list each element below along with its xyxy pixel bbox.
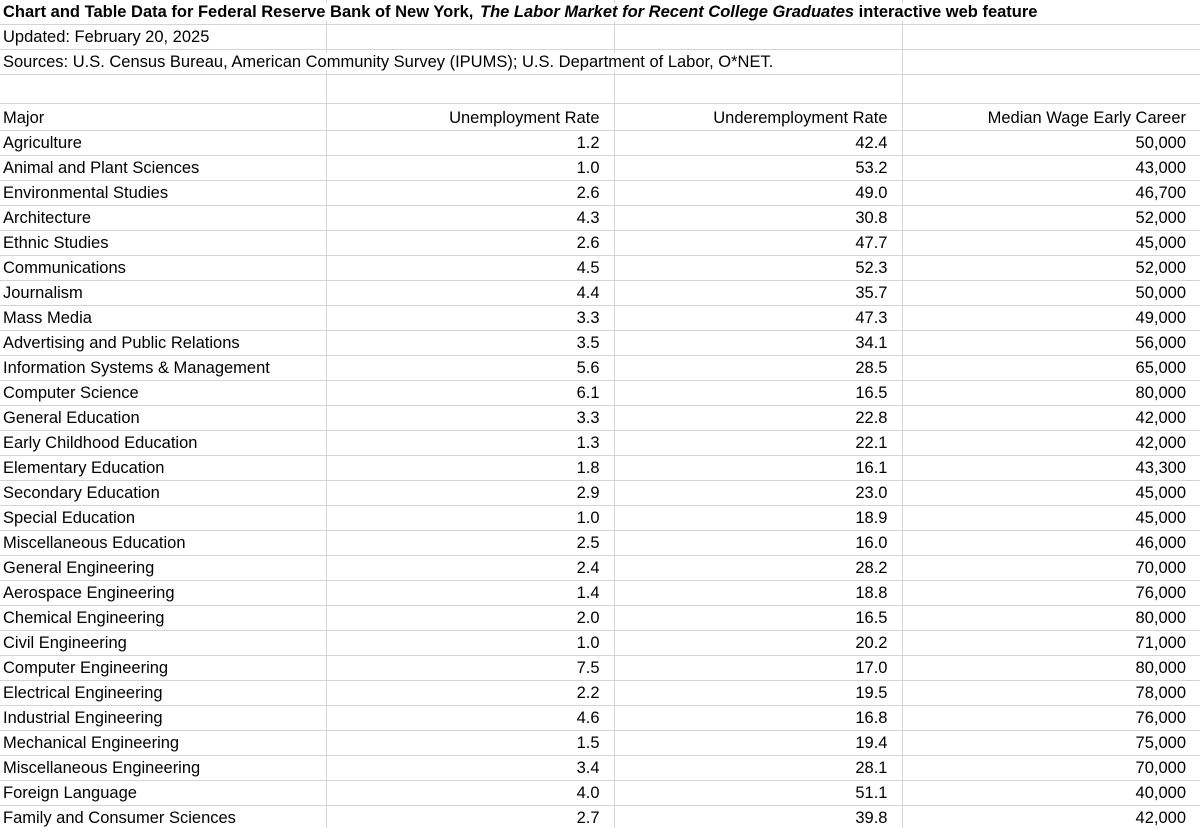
cell-underemployment-rate[interactable]: 51.1 (614, 781, 902, 806)
cell-underemployment-rate[interactable]: 16.5 (614, 381, 902, 406)
cell-unemployment-rate[interactable]: 1.4 (326, 581, 614, 606)
table-row (0, 531, 1200, 556)
cell-unemployment-rate[interactable]: 1.2 (326, 131, 614, 156)
table-row (0, 681, 1200, 706)
cell-unemployment-rate[interactable]: 1.3 (326, 431, 614, 456)
cell-median-wage[interactable]: 46,700 (902, 181, 1200, 206)
cell-sources[interactable] (0, 50, 774, 75)
cell-underemployment-rate[interactable]: 16.5 (614, 606, 902, 631)
cell-median-wage[interactable]: 45,000 (902, 481, 1200, 506)
cell-unemployment-rate[interactable]: 2.2 (326, 681, 614, 706)
cell-major[interactable]: Journalism (0, 281, 326, 306)
header-median-wage[interactable]: Median Wage Early Career (902, 104, 1200, 131)
cell-major[interactable]: Aerospace Engineering (0, 581, 326, 606)
cell[interactable] (614, 75, 902, 104)
cell-unemployment-rate[interactable]: 1.0 (326, 631, 614, 656)
cell-underemployment-rate[interactable]: 53.2 (614, 156, 902, 181)
cell[interactable] (902, 25, 1200, 50)
cell-underemployment-rate[interactable]: 49.0 (614, 181, 902, 206)
cell-major[interactable]: Advertising and Public Relations (0, 331, 326, 356)
header-unemployment-rate[interactable]: Unemployment Rate (326, 104, 614, 131)
header-row (0, 104, 1200, 131)
cell-unemployment-rate[interactable]: 7.5 (326, 656, 614, 681)
cell-median-wage[interactable]: 40,000 (902, 781, 1200, 806)
table-row (0, 756, 1200, 781)
cell-median-wage[interactable]: 52,000 (902, 256, 1200, 281)
cell-title[interactable] (0, 0, 1038, 25)
cell-median-wage[interactable]: 75,000 (902, 731, 1200, 756)
cell-underemployment-rate[interactable]: 28.2 (614, 556, 902, 581)
cell-major[interactable]: Miscellaneous Engineering (0, 756, 326, 781)
cell-median-wage[interactable]: 80,000 (902, 381, 1200, 406)
table-row (0, 131, 1200, 156)
table-row (0, 806, 1200, 828)
cell-underemployment-rate[interactable]: 30.8 (614, 206, 902, 231)
sheet-title-italic: The Labor Market for Recent College Graduates (479, 3, 855, 21)
table-row (0, 581, 1200, 606)
blank-row (0, 75, 1200, 104)
cell-underemployment-rate[interactable]: 28.5 (614, 356, 902, 381)
cell-unemployment-rate[interactable]: 4.4 (326, 281, 614, 306)
cell-unemployment-rate[interactable]: 2.7 (326, 806, 614, 828)
cell-median-wage[interactable]: 76,000 (902, 581, 1200, 606)
cell-underemployment-rate[interactable]: 39.8 (614, 806, 902, 828)
cell-major[interactable]: Chemical Engineering (0, 606, 326, 631)
cell-major[interactable]: Environmental Studies (0, 181, 326, 206)
table-row (0, 706, 1200, 731)
cell-major[interactable]: Mass Media (0, 306, 326, 331)
cell-major[interactable]: Special Education (0, 506, 326, 531)
cell-major[interactable]: Animal and Plant Sciences (0, 156, 326, 181)
sources-text: Sources: U.S. Census Bureau, American Community Survey (IPUMS); U.S. Department of Labor, O*NET. (3, 53, 774, 71)
cell-median-wage[interactable]: 45,000 (902, 506, 1200, 531)
table-row (0, 481, 1200, 506)
table-row (0, 731, 1200, 756)
cell-unemployment-rate[interactable]: 1.0 (326, 506, 614, 531)
cell-unemployment-rate[interactable]: 1.5 (326, 731, 614, 756)
cell-median-wage[interactable]: 50,000 (902, 131, 1200, 156)
table-row (0, 406, 1200, 431)
cell-median-wage[interactable]: 71,000 (902, 631, 1200, 656)
title-row (0, 0, 1200, 25)
table-row (0, 556, 1200, 581)
cell-unemployment-rate[interactable]: 2.6 (326, 231, 614, 256)
cell-unemployment-rate[interactable]: 3.4 (326, 756, 614, 781)
cell-median-wage[interactable]: 43,000 (902, 156, 1200, 181)
cell-median-wage[interactable]: 52,000 (902, 206, 1200, 231)
table-row (0, 656, 1200, 681)
cell-major[interactable]: Elementary Education (0, 456, 326, 481)
cell-major[interactable]: Miscellaneous Education (0, 531, 326, 556)
cell-major[interactable]: Information Systems & Management (0, 356, 326, 381)
cell-unemployment-rate[interactable]: 3.3 (326, 406, 614, 431)
cell-major[interactable]: Electrical Engineering (0, 681, 326, 706)
cell-updated[interactable] (0, 25, 326, 50)
cell-underemployment-rate[interactable]: 20.2 (614, 631, 902, 656)
cell-major[interactable]: Computer Engineering (0, 656, 326, 681)
cell-major[interactable]: Architecture (0, 206, 326, 231)
cell-underemployment-rate[interactable]: 16.8 (614, 706, 902, 731)
table-row (0, 606, 1200, 631)
cell-major[interactable]: General Engineering (0, 556, 326, 581)
cell-median-wage[interactable]: 49,000 (902, 306, 1200, 331)
cell-unemployment-rate[interactable]: 2.6 (326, 181, 614, 206)
sheet-title (3, 3, 1041, 21)
table-row (0, 281, 1200, 306)
cell[interactable] (902, 75, 1200, 104)
cell-major[interactable]: Foreign Language (0, 781, 326, 806)
cell-median-wage[interactable]: 70,000 (902, 556, 1200, 581)
cell-unemployment-rate[interactable]: 4.0 (326, 781, 614, 806)
cell-underemployment-rate[interactable]: 47.7 (614, 231, 902, 256)
cell-median-wage[interactable]: 50,000 (902, 281, 1200, 306)
cell-unemployment-rate[interactable]: 2.9 (326, 481, 614, 506)
cell[interactable] (902, 50, 1200, 75)
cell[interactable] (326, 75, 614, 104)
cell-unemployment-rate[interactable]: 4.5 (326, 256, 614, 281)
cell-underemployment-rate[interactable]: 18.9 (614, 506, 902, 531)
cell[interactable] (0, 75, 326, 104)
cell-major[interactable]: Communications (0, 256, 326, 281)
cell-major[interactable]: General Education (0, 406, 326, 431)
cell-underemployment-rate[interactable]: 34.1 (614, 331, 902, 356)
cell-major[interactable]: Mechanical Engineering (0, 731, 326, 756)
cell-median-wage[interactable]: 42,000 (902, 431, 1200, 456)
cell-major[interactable]: Early Childhood Education (0, 431, 326, 456)
cell-unemployment-rate[interactable]: 3.5 (326, 331, 614, 356)
table-row (0, 456, 1200, 481)
cell-underemployment-rate[interactable]: 42.4 (614, 131, 902, 156)
table-row (0, 356, 1200, 381)
cell-median-wage[interactable]: 65,000 (902, 356, 1200, 381)
cell-unemployment-rate[interactable]: 2.4 (326, 556, 614, 581)
table-row (0, 256, 1200, 281)
cell-median-wage[interactable]: 78,000 (902, 681, 1200, 706)
sheet-title-suffix: interactive web feature (854, 3, 1038, 21)
cell-median-wage[interactable]: 42,000 (902, 406, 1200, 431)
cell-underemployment-rate[interactable]: 17.0 (614, 656, 902, 681)
cell-unemployment-rate[interactable]: 6.1 (326, 381, 614, 406)
cell-underemployment-rate[interactable]: 35.7 (614, 281, 902, 306)
table-row (0, 306, 1200, 331)
cell-unemployment-rate[interactable]: 1.0 (326, 156, 614, 181)
cell[interactable] (326, 25, 614, 50)
cell-underemployment-rate[interactable]: 16.1 (614, 456, 902, 481)
cell-major[interactable]: Industrial Engineering (0, 706, 326, 731)
cell[interactable] (614, 25, 902, 50)
table-row (0, 381, 1200, 406)
cell-median-wage[interactable]: 56,000 (902, 331, 1200, 356)
cell-unemployment-rate[interactable]: 2.5 (326, 531, 614, 556)
cell-median-wage[interactable]: 45,000 (902, 231, 1200, 256)
cell-underemployment-rate[interactable]: 22.1 (614, 431, 902, 456)
cell-major[interactable]: Agriculture (0, 131, 326, 156)
cell-underemployment-rate[interactable]: 52.3 (614, 256, 902, 281)
table-row (0, 631, 1200, 656)
sources-row (0, 50, 1200, 75)
cell-underemployment-rate[interactable]: 22.8 (614, 406, 902, 431)
cell-unemployment-rate[interactable]: 4.6 (326, 706, 614, 731)
cell-major[interactable]: Secondary Education (0, 481, 326, 506)
table-row (0, 781, 1200, 806)
updated-text: Updated: February 20, 2025 (3, 28, 210, 46)
header-major[interactable]: Major (0, 104, 326, 131)
table-row (0, 231, 1200, 256)
cell-unemployment-rate[interactable]: 5.6 (326, 356, 614, 381)
header-underemployment-rate[interactable]: Underemployment Rate (614, 104, 902, 131)
table-row (0, 431, 1200, 456)
cell-underemployment-rate[interactable]: 23.0 (614, 481, 902, 506)
cell-unemployment-rate[interactable]: 4.3 (326, 206, 614, 231)
cell-major[interactable]: Family and Consumer Sciences (0, 806, 326, 828)
cell-underemployment-rate[interactable]: 18.8 (614, 581, 902, 606)
cell-median-wage[interactable]: 70,000 (902, 756, 1200, 781)
cell-median-wage[interactable]: 42,000 (902, 806, 1200, 828)
cell-underemployment-rate[interactable]: 47.3 (614, 306, 902, 331)
cell-median-wage[interactable]: 80,000 (902, 606, 1200, 631)
cell-unemployment-rate[interactable]: 1.8 (326, 456, 614, 481)
cell-underemployment-rate[interactable]: 19.4 (614, 731, 902, 756)
sheet-title-prefix: Chart and Table Data for Federal Reserve Bank of New York, (3, 3, 478, 21)
updated-row (0, 25, 1200, 50)
cell-underemployment-rate[interactable]: 19.5 (614, 681, 902, 706)
cell-median-wage[interactable]: 46,000 (902, 531, 1200, 556)
cell-unemployment-rate[interactable]: 3.3 (326, 306, 614, 331)
cell-underemployment-rate[interactable]: 28.1 (614, 756, 902, 781)
cell-major[interactable]: Civil Engineering (0, 631, 326, 656)
cell-major[interactable]: Ethnic Studies (0, 231, 326, 256)
cell-major[interactable]: Computer Science (0, 381, 326, 406)
table-row (0, 156, 1200, 181)
cell-median-wage[interactable]: 76,000 (902, 706, 1200, 731)
cell-unemployment-rate[interactable]: 2.0 (326, 606, 614, 631)
cell-underemployment-rate[interactable]: 16.0 (614, 531, 902, 556)
cell-median-wage[interactable]: 80,000 (902, 656, 1200, 681)
cell-median-wage[interactable]: 43,300 (902, 456, 1200, 481)
table-row (0, 206, 1200, 231)
table-row (0, 331, 1200, 356)
table-row (0, 506, 1200, 531)
table-row (0, 181, 1200, 206)
